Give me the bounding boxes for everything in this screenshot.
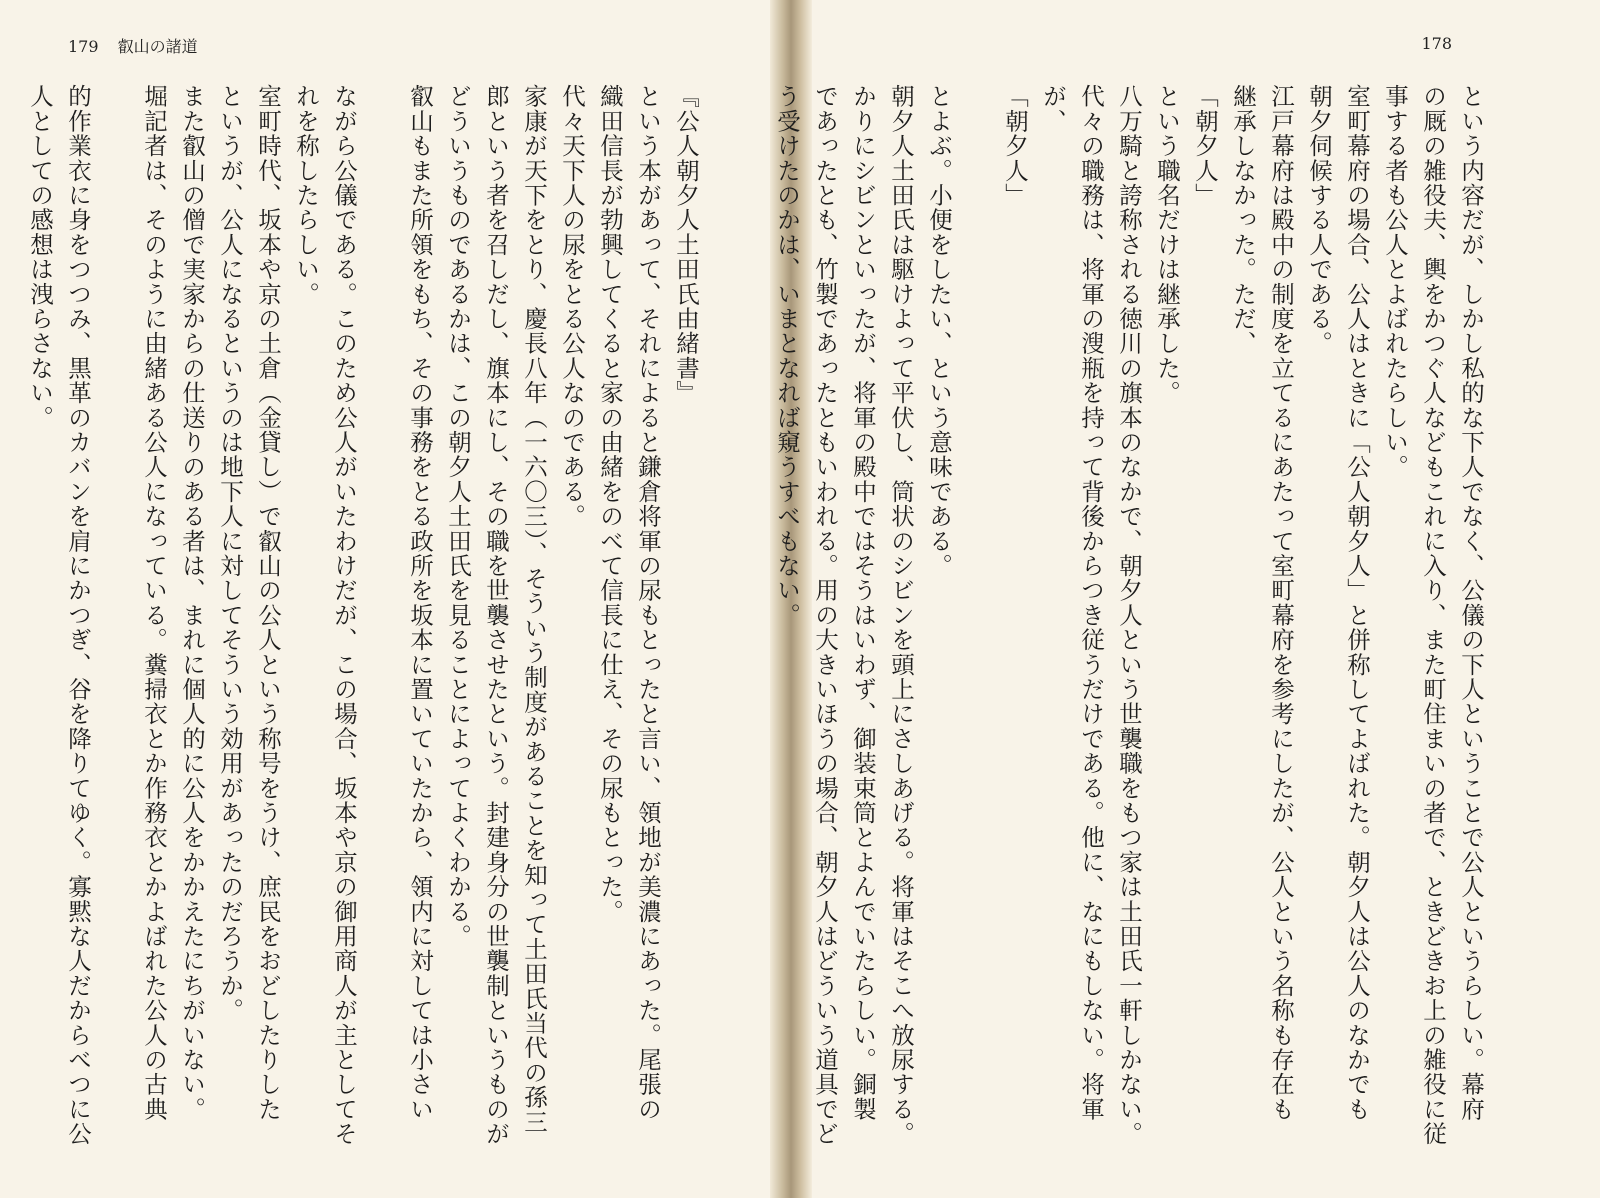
text-line: という内容だが、しかし私的な下人でなく、公儀の下人ということで公人というらしい。幕府 <box>1457 84 1485 1122</box>
running-head <box>68 34 198 57</box>
text-line: 継承しなかった。ただ、 <box>1229 84 1257 356</box>
text-line: 「朝夕人」 <box>1001 84 1029 208</box>
text-line: とよぶ。小便をしたい、という意味である。 <box>925 84 953 578</box>
text-line: という本があって、それによると鎌倉将軍の尿もとったと言い、領地が美濃にあった。尾張の <box>634 84 662 1122</box>
text-line: れを称したらしい。 <box>292 84 320 307</box>
text-line: 叡山もまた所領をもち、その事務をとる政所を坂本に置いていたから、領内に対しては小さい <box>406 84 434 1122</box>
body-text <box>26 84 705 1174</box>
text-line: というが、公人になるというのは地下人に対してそういう効用があったのだろうか。 <box>216 84 244 1023</box>
text-line: また叡山の僧で実家からの仕送りのある者は、まれに個人的に公人をかかえたにちがいない。 <box>178 84 206 1122</box>
text-line: 堀記者は、そのように由緒ある公人になっている。糞掃衣とか作務衣とかよばれた公人の古典 <box>140 84 168 1122</box>
text-line: 朝夕伺候する人である。 <box>1305 84 1333 356</box>
text-line: かりにシビンといったが、将軍の殿中ではそうはいわず、御装束筒とよんでいたらしい。銅製 <box>849 84 877 1122</box>
text-line: 室町時代、坂本や京の土倉（金貸し）で叡山の公人という称号をうけ、庶民をおどしたりした <box>254 84 282 1122</box>
text-line: 織田信長が勃興してくると家の由緒をのべて信長に仕え、その尿もとった。 <box>596 84 624 924</box>
text-line: 江戸幕府は殿中の制度を立てるにあたって室町幕府を参考にしたが、公人という名称も存在も <box>1267 84 1295 1122</box>
running-head <box>1421 34 1466 53</box>
page-number: 178 <box>1421 34 1452 53</box>
text-line: 事する者も公人とよばれたらしい。 <box>1381 84 1409 480</box>
text-line: 「朝夕人」 <box>1191 84 1219 208</box>
text-line: 郎という者を召しだし、旗本にし、その職を世襲させたという。封建身分の世襲制というものが <box>482 84 510 1147</box>
text-line: 的作業衣に身をつつみ、黒革のカバンを肩にかつぎ、谷を降りてゆく。寡黙な人だからべつに公 <box>64 84 92 1147</box>
page-number: 179 <box>68 37 99 56</box>
body-text <box>773 84 1490 1174</box>
text-line: 『公人朝夕人土田氏由緒書』 <box>672 84 700 406</box>
left-page <box>0 0 770 1198</box>
text-line: が、 <box>1039 84 1067 134</box>
text-line: 朝夕人土田氏は駆けよって平伏し、筒状のシビンを頭上にさしあげる。将軍はそこへ放尿する。 <box>887 84 915 1147</box>
text-line: どういうものであるかは、この朝夕人土田氏を見ることによってよくわかる。 <box>444 84 472 949</box>
text-line: 室町幕府の場合、公人はときに「公人朝夕人」と併称してよばれた。朝夕人は公人のなかでも <box>1343 84 1371 1122</box>
text-line: 代々の職務は、将軍の溲瓶を持って背後からつき従うだけである。他に、なにもしない。将軍 <box>1077 84 1105 1122</box>
text-line: う受けたのかは、いまとなれば窺うすべもない。 <box>773 84 801 628</box>
text-line: 代々天下人の尿をとる公人なのである。 <box>558 84 586 529</box>
right-page <box>773 0 1600 1198</box>
running-title: 叡山の諸道 <box>117 37 198 56</box>
text-line: 八万騎と誇称される徳川の旗本のなかで、朝夕人という世襲職をもつ家は土田氏一軒しかない。 <box>1115 84 1143 1147</box>
text-line: の厩の雑役夫、輿をかつぐ人などもこれに入り、また町住まいの者で、ときどきお上の雑役に従 <box>1419 84 1447 1147</box>
text-line: ながら公儀である。このため公人がいたわけだが、この場合、坂本や京の御用商人が主としてそ <box>330 84 358 1147</box>
text-line: であったとも、竹製であったともいわれる。用の大きいほうの場合、朝夕人はどういう道具でど <box>811 84 839 1147</box>
text-line: 人としての感想は洩らさない。 <box>26 84 54 430</box>
text-line: という職名だけは継承した。 <box>1153 84 1181 406</box>
text-line: 家康が天下をとり、慶長八年（一六〇三）、そういう制度があることを知って土田氏当代の孫三 <box>520 84 548 1135</box>
